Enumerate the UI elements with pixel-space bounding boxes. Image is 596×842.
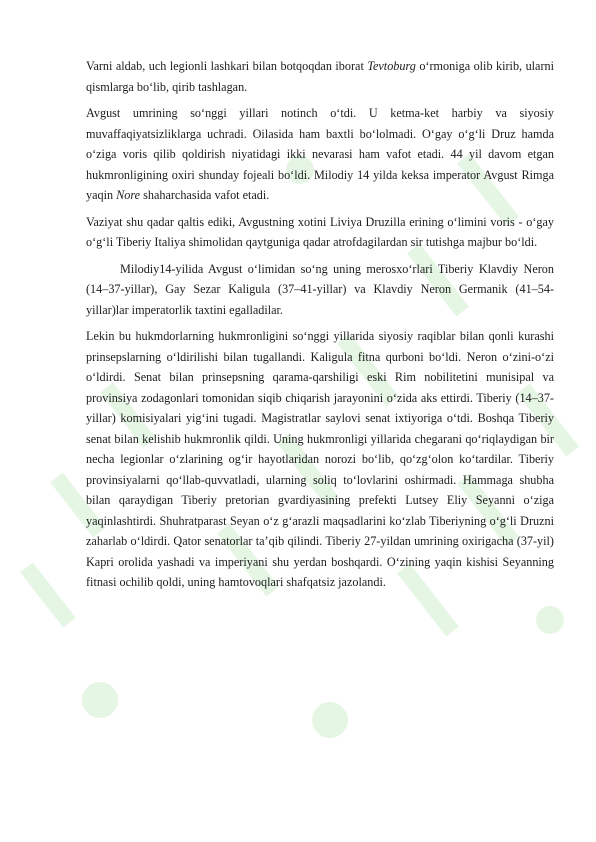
- paragraph: [86, 259, 554, 321]
- text-run: Varni aldab, uch legionli lashkari bilan botqoqdan iborat: [86, 59, 368, 73]
- paragraph: [86, 103, 554, 206]
- italic-text: Tevtoburg: [367, 59, 416, 73]
- text-run: Vaziyat shu qadar qaltis ediki, Avgustning xotini Liviya Druzilla erining o‘limini voris - o‘gay o‘g‘li Tiberiy Italiya shimolidan qaytguniga qadar atrofdagilardan sir tutishga majbur bo‘ldi.: [86, 214, 554, 249]
- paragraph: [86, 326, 554, 593]
- text-run: Avgust umrining so‘nggi yillari notinch o‘tdi. U ketma-ket harbiy va siyosiy muvaffaqiyatsizliklarga uchradi. Oilasida ham baxtli bo‘lolmadi. O‘gay o‘g‘li Druz hamda o‘ziga voris qilib qoldirish niyatidagi ikki nevarasi ham vafot etadi. 44 yil davom etgan hukmronligining oxiri shunday fojeali bo‘ldi. Milodiy 14 yilda keksa imperator Avgust Rimga yaqin: [86, 106, 554, 202]
- text-run: shaharchasida vafot etadi.: [140, 188, 270, 202]
- paragraph: [86, 212, 554, 253]
- italic-text: Nore: [116, 188, 141, 202]
- paragraph: [86, 56, 554, 97]
- text-run: Lekin bu hukmdorlarning hukmronligini so‘nggi yillarida siyosiy raqiblar bilan qonli kurashi prinsepslarning o‘ldirilishi bilan tugallandi. Kaligula fitna qurboni bo‘ldi. Neron o‘zini-o‘zi o‘ldirdi. Senat bilan prinsepsning qarama-qarshiligi eski Rim nobilitetini munisipal va provinsiya zodagonlari tomonidan siqib chiqarish jarayonini o‘zida aks ettirdi. Tiberiy (14–37-yillar) komisiyalari yig‘ini tugadi. Magistratlar saylovi senat ixtiyoriga o‘tdi. Boshqa Tiberiy senat bilan kelishib hukmronlik qildi. Uning hukmronligi yillarida chegarani qo‘riqlaydigan bir necha legionlar o‘zlarining og‘ir hayotlaridan norozi bo‘lib, qo‘zg‘olon ko‘tardilar. Tiberiy provinsiyalarni qo‘llab-quvvatladi, ularning soliq to‘lovlarini oshirmadi. Hammaga shubha bilan qaraydigan Tiberiy pretorian gvardiyasining prefekti Lutsey Eliy Seyanni o‘ziga yaqinlashtirdi. Shuhratparast Seyan o‘z g‘arazli maqsadlarini ko‘zlab Tiberiyning o‘g‘li Druzni zaharlab o‘ldirdi. Qator senatorlar ta’qib qilindi. Tiberiy 27-yildan umrining oxirigacha (37-yil) Kapri orolida yashadi va imperiyani shu yerdan boshqardi. O‘zining yaqin kishisi Seyanning fitnasi ochilib qoldi, uning hamtovoqlari shafqatsiz jazolandi.: [86, 329, 554, 589]
- document-page: [86, 56, 554, 599]
- text-run: o‘rmoniga olib kirib, ularni qismlarga bo‘lib, qirib tashlagan.: [86, 59, 554, 94]
- text-run: Milodiy14-yilida Avgust o‘limidan so‘ng uning merosxo‘rlari Tiberiy Klavdiy Neron (14–37-yillar), Gay Sezar Kaligula (37–41-yillar) va Klavdiy Neron Germanik (41–54- yillar)lar imperatorlik taxtini egalladilar.: [86, 261, 554, 317]
